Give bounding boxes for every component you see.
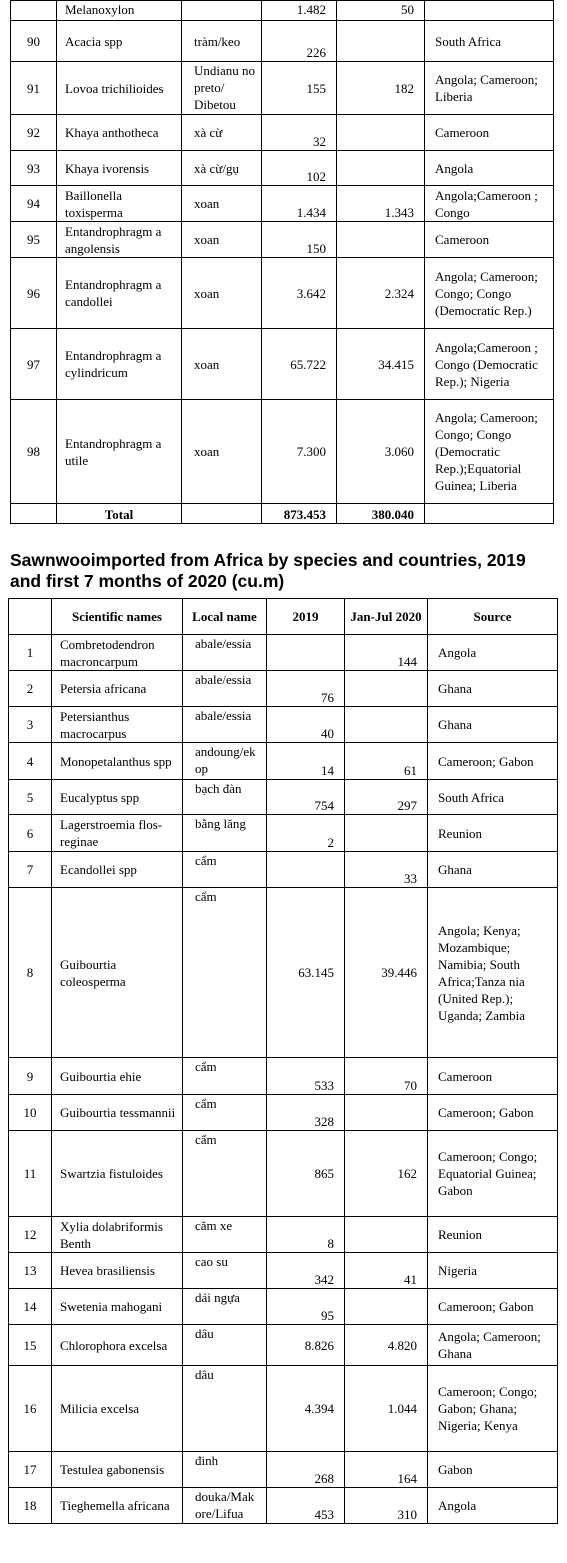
table-row xyxy=(11,329,554,400)
scientific-name: Entandrophragm a utile xyxy=(57,400,182,504)
scientific-name: Tieghemella africana xyxy=(52,1488,183,1524)
local-name: xoan xyxy=(182,222,262,258)
value-2019: 8 xyxy=(267,1217,345,1253)
row-number: 4 xyxy=(9,743,52,780)
header-jan-jul-2020: Jan-Jul 2020 xyxy=(345,599,428,635)
value-2019: 7.300 xyxy=(262,400,337,504)
value-jan-jul-2020 xyxy=(345,707,428,743)
row-number: 17 xyxy=(9,1452,52,1488)
local-name: cẩm xyxy=(183,852,267,888)
value-jan-jul-2020 xyxy=(337,21,425,62)
local-name: đinh xyxy=(183,1452,267,1488)
source-countries: Angola; Cameroon; Liberia xyxy=(425,62,554,115)
source-countries: Gabon xyxy=(428,1452,558,1488)
table-row xyxy=(9,743,558,780)
previous-species-table-body xyxy=(11,1,554,524)
local-name: cẩm xyxy=(183,888,267,1058)
value-2019: 1.434 xyxy=(262,186,337,222)
scientific-name: Entandrophragm a candollei xyxy=(57,258,182,329)
table-row xyxy=(11,151,554,186)
row-number: 12 xyxy=(9,1217,52,1253)
value-2019: 8.826 xyxy=(267,1325,345,1366)
value-jan-jul-2020: 2.324 xyxy=(337,258,425,329)
scientific-name: Lovoa trichilioides xyxy=(57,62,182,115)
source-countries: Reunion xyxy=(428,1217,558,1253)
header-source: Source xyxy=(428,599,558,635)
local-name: xà cừ/gụ xyxy=(182,151,262,186)
scientific-name: Khaya ivorensis xyxy=(57,151,182,186)
scientific-name: Chlorophora excelsa xyxy=(52,1325,183,1366)
header-2019: 2019 xyxy=(267,599,345,635)
table-row xyxy=(9,1058,558,1095)
source-countries: Angola; Cameroon; Ghana xyxy=(428,1325,558,1366)
local-name: dái ngựa xyxy=(183,1289,267,1325)
value-jan-jul-2020: 39.446 xyxy=(345,888,428,1058)
source-countries: Angola xyxy=(428,1488,558,1524)
value-2019: 95 xyxy=(267,1289,345,1325)
value-jan-jul-2020: 70 xyxy=(345,1058,428,1095)
local-name: abale/essia xyxy=(183,635,267,671)
scientific-name: Xylia dolabriformis Benth xyxy=(52,1217,183,1253)
source-countries xyxy=(425,1,554,21)
source-countries: Ghana xyxy=(428,852,558,888)
row-number: 93 xyxy=(11,151,57,186)
local-name: xà cừ xyxy=(182,115,262,151)
total-2019: 873.453 xyxy=(262,504,337,524)
value-jan-jul-2020 xyxy=(337,222,425,258)
source-countries: Angola; Kenya; Mozambique; Namibia; South Africa;Tanza nia (United Rep.); Uganda; Zambia xyxy=(428,888,558,1058)
value-2019: 3.642 xyxy=(262,258,337,329)
value-jan-jul-2020: 144 xyxy=(345,635,428,671)
previous-species-table xyxy=(10,0,554,524)
table-row xyxy=(11,400,554,504)
table-row xyxy=(9,888,558,1058)
table-row xyxy=(9,707,558,743)
value-2019: 102 xyxy=(262,151,337,186)
source-countries: Angola xyxy=(425,151,554,186)
table-row xyxy=(9,671,558,707)
source-countries: Cameroon; Gabon xyxy=(428,743,558,780)
scientific-name: Milicia excelsa xyxy=(52,1366,183,1452)
value-jan-jul-2020 xyxy=(345,815,428,852)
row-number: 7 xyxy=(9,852,52,888)
row-number: 10 xyxy=(9,1095,52,1131)
header-scientific-names: Scientific names xyxy=(52,599,183,635)
value-2019: 155 xyxy=(262,62,337,115)
scientific-name: Guibourtia ehie xyxy=(52,1058,183,1095)
value-2019: 32 xyxy=(262,115,337,151)
scientific-name: Entandrophragm a cylindricum xyxy=(57,329,182,400)
header-no xyxy=(9,599,52,635)
value-jan-jul-2020: 310 xyxy=(345,1488,428,1524)
scientific-name: Monopetalanthus spp xyxy=(52,743,183,780)
row-number: 1 xyxy=(9,635,52,671)
scientific-name: Baillonella toxisperma xyxy=(57,186,182,222)
value-2019: 865 xyxy=(267,1131,345,1217)
source-countries: Angola;Cameroon ; Congo xyxy=(425,186,554,222)
value-jan-jul-2020: 1.343 xyxy=(337,186,425,222)
total-row xyxy=(11,504,554,524)
table-row xyxy=(9,780,558,815)
value-2019: 4.394 xyxy=(267,1366,345,1452)
local-name: cẩm xyxy=(183,1095,267,1131)
value-2019 xyxy=(267,635,345,671)
row-number: 97 xyxy=(11,329,57,400)
table-row xyxy=(9,1095,558,1131)
scientific-name: Ecandollei spp xyxy=(52,852,183,888)
total-label: Total xyxy=(57,504,182,524)
value-jan-jul-2020: 50 xyxy=(337,1,425,21)
table-row xyxy=(9,1289,558,1325)
row-number: 92 xyxy=(11,115,57,151)
table-row xyxy=(9,852,558,888)
value-jan-jul-2020: 297 xyxy=(345,780,428,815)
table-row xyxy=(9,635,558,671)
value-jan-jul-2020 xyxy=(337,115,425,151)
value-2019: 453 xyxy=(267,1488,345,1524)
source-countries: Cameroon xyxy=(425,222,554,258)
local-name: douka/Mak ore/Lifua xyxy=(183,1488,267,1524)
local-name: dâu xyxy=(183,1325,267,1366)
value-jan-jul-2020: 41 xyxy=(345,1253,428,1289)
local-name: xoan xyxy=(182,186,262,222)
value-2019: 150 xyxy=(262,222,337,258)
source-countries: Angola; Cameroon; Congo; Congo (Democratic Rep.);Equatorial Guinea; Liberia xyxy=(425,400,554,504)
local-name: Undianu no preto/ Dibetou xyxy=(182,62,262,115)
value-2019: 63.145 xyxy=(267,888,345,1058)
value-2019: 533 xyxy=(267,1058,345,1095)
source-countries: Nigeria xyxy=(428,1253,558,1289)
local-name: abale/essia xyxy=(183,671,267,707)
source-countries: Cameroon; Congo; Equatorial Guinea; Gabon xyxy=(428,1131,558,1217)
row-number: 98 xyxy=(11,400,57,504)
source-countries: Cameroon; Gabon xyxy=(428,1289,558,1325)
table-row xyxy=(11,222,554,258)
row-number: 94 xyxy=(11,186,57,222)
local-name: abale/essia xyxy=(183,707,267,743)
row-number: 95 xyxy=(11,222,57,258)
value-jan-jul-2020: 182 xyxy=(337,62,425,115)
scientific-name: Khaya anthotheca xyxy=(57,115,182,151)
scientific-name: Melanoxylon xyxy=(57,1,182,21)
value-2019: 226 xyxy=(262,21,337,62)
row-number: 5 xyxy=(9,780,52,815)
row-number xyxy=(11,1,57,21)
row-number: 13 xyxy=(9,1253,52,1289)
table-row xyxy=(11,186,554,222)
source-countries: South Africa xyxy=(425,21,554,62)
table-row xyxy=(9,1217,558,1253)
row-number: 6 xyxy=(9,815,52,852)
row-number: 96 xyxy=(11,258,57,329)
value-jan-jul-2020: 33 xyxy=(345,852,428,888)
local-name: bằng lăng xyxy=(183,815,267,852)
value-2019: 2 xyxy=(267,815,345,852)
local-name: bạch đàn xyxy=(183,780,267,815)
total-jan-jul-2020: 380.040 xyxy=(337,504,425,524)
scientific-name: Entandrophragm a angolensis xyxy=(57,222,182,258)
value-2019 xyxy=(267,852,345,888)
row-number: 11 xyxy=(9,1131,52,1217)
local-name: cẩm xyxy=(183,1131,267,1217)
value-2019: 76 xyxy=(267,671,345,707)
source-countries: Cameroon; Congo; Gabon; Ghana; Nigeria; Kenya xyxy=(428,1366,558,1452)
scientific-name: Eucalyptus spp xyxy=(52,780,183,815)
row-number: 91 xyxy=(11,62,57,115)
row-number: 8 xyxy=(9,888,52,1058)
local-name: xoan xyxy=(182,400,262,504)
value-2019: 754 xyxy=(267,780,345,815)
table-row xyxy=(11,1,554,21)
source-countries: Ghana xyxy=(428,671,558,707)
row-number: 14 xyxy=(9,1289,52,1325)
source-countries: Cameroon; Gabon xyxy=(428,1095,558,1131)
value-jan-jul-2020: 162 xyxy=(345,1131,428,1217)
row-number: 18 xyxy=(9,1488,52,1524)
local-name: cao su xyxy=(183,1253,267,1289)
table-row xyxy=(9,1488,558,1524)
local-name: andoung/ek op xyxy=(183,743,267,780)
value-2019: 40 xyxy=(267,707,345,743)
total-empty-cell xyxy=(425,504,554,524)
value-jan-jul-2020 xyxy=(345,671,428,707)
sawnwood-imports-table-body xyxy=(9,635,558,1524)
source-countries: Angola xyxy=(428,635,558,671)
table-row xyxy=(9,815,558,852)
scientific-name: Swetenia mahogani xyxy=(52,1289,183,1325)
row-number: 2 xyxy=(9,671,52,707)
local-name: dâu xyxy=(183,1366,267,1452)
value-2019: 14 xyxy=(267,743,345,780)
scientific-name: Hevea brasiliensis xyxy=(52,1253,183,1289)
table-row xyxy=(11,21,554,62)
table-title: Sawnwooimported from Africa by species and countries, 2019 and first 7 months of 2020 (cu.m) xyxy=(10,550,526,591)
row-number: 9 xyxy=(9,1058,52,1095)
value-jan-jul-2020: 3.060 xyxy=(337,400,425,504)
scientific-name: Testulea gabonensis xyxy=(52,1452,183,1488)
scientific-name: Lagerstroemia flos-reginae xyxy=(52,815,183,852)
value-2019: 268 xyxy=(267,1452,345,1488)
table-row xyxy=(11,258,554,329)
source-countries: Angola;Cameroon ; Congo (Democratic Rep.); Nigeria xyxy=(425,329,554,400)
local-name: căm xe xyxy=(183,1217,267,1253)
scientific-name: Petersianthus macrocarpus xyxy=(52,707,183,743)
row-number: 15 xyxy=(9,1325,52,1366)
row-number: 90 xyxy=(11,21,57,62)
value-2019: 328 xyxy=(267,1095,345,1131)
value-jan-jul-2020 xyxy=(345,1217,428,1253)
table-row xyxy=(9,1452,558,1488)
scientific-name: Swartzia fistuloides xyxy=(52,1131,183,1217)
table-row xyxy=(11,62,554,115)
local-name: tràm/keo xyxy=(182,21,262,62)
scientific-name: Guibourtia tessmannii xyxy=(52,1095,183,1131)
source-countries: Ghana xyxy=(428,707,558,743)
row-number: 16 xyxy=(9,1366,52,1452)
header-local-name: Local name xyxy=(183,599,267,635)
value-jan-jul-2020: 61 xyxy=(345,743,428,780)
local-name: xoan xyxy=(182,258,262,329)
local-name: cẩm xyxy=(183,1058,267,1095)
table-row xyxy=(9,1366,558,1452)
value-2019: 65.722 xyxy=(262,329,337,400)
scientific-name: Acacia spp xyxy=(57,21,182,62)
value-jan-jul-2020: 4.820 xyxy=(345,1325,428,1366)
table-row xyxy=(9,1131,558,1217)
value-jan-jul-2020: 34.415 xyxy=(337,329,425,400)
scientific-name: Guibourtia coleosperma xyxy=(52,888,183,1058)
total-empty-cell xyxy=(182,504,262,524)
value-jan-jul-2020: 164 xyxy=(345,1452,428,1488)
value-2019: 342 xyxy=(267,1253,345,1289)
sawnwood-imports-table xyxy=(8,598,558,1524)
scientific-name: Combretodendron macroncarpum xyxy=(52,635,183,671)
source-countries: South Africa xyxy=(428,780,558,815)
table-row xyxy=(9,1325,558,1366)
source-countries: Angola; Cameroon; Congo; Congo (Democratic Rep.) xyxy=(425,258,554,329)
source-countries: Reunion xyxy=(428,815,558,852)
header-row xyxy=(9,599,558,635)
value-jan-jul-2020 xyxy=(337,151,425,186)
source-countries: Cameroon xyxy=(428,1058,558,1095)
local-name xyxy=(182,1,262,21)
table-row xyxy=(9,1253,558,1289)
scientific-name: Petersia africana xyxy=(52,671,183,707)
value-jan-jul-2020 xyxy=(345,1289,428,1325)
value-jan-jul-2020: 1.044 xyxy=(345,1366,428,1452)
total-empty-cell xyxy=(11,504,57,524)
local-name: xoan xyxy=(182,329,262,400)
value-2019: 1.482 xyxy=(262,1,337,21)
table-row xyxy=(11,115,554,151)
value-jan-jul-2020 xyxy=(345,1095,428,1131)
row-number: 3 xyxy=(9,707,52,743)
source-countries: Cameroon xyxy=(425,115,554,151)
